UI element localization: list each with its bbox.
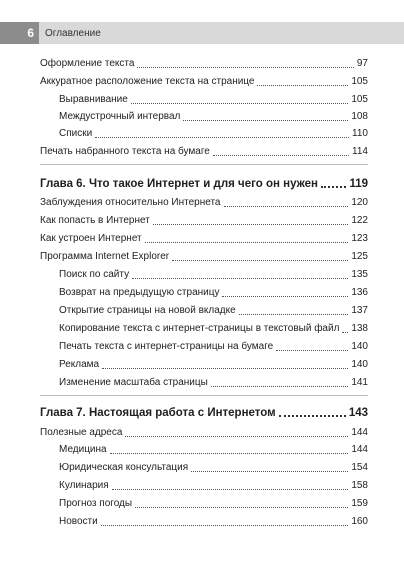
toc-subentry[interactable] <box>59 478 368 492</box>
toc-entry-page: 144 <box>351 444 368 455</box>
toc-entry-title: Аккуратное расположение текста на странице <box>40 76 255 87</box>
toc-entry-page: 160 <box>351 516 368 527</box>
dot-leader <box>145 242 349 243</box>
toc-entry-page: 97 <box>356 58 368 69</box>
toc-subentry[interactable] <box>59 303 368 317</box>
toc-subentry[interactable] <box>59 339 368 353</box>
dot-leader <box>125 436 348 437</box>
toc-entry-title: Возврат на предыдущую страницу <box>59 287 220 298</box>
toc-subentry[interactable] <box>59 375 368 389</box>
dot-leader <box>102 368 348 369</box>
toc-entry-title: Программа Internet Explorer <box>40 251 170 262</box>
toc-subentry[interactable] <box>59 267 368 281</box>
toc-entry[interactable] <box>40 74 368 88</box>
toc-entry-title: Выравнивание <box>59 94 128 105</box>
section-divider <box>40 164 368 165</box>
toc-entry-page: 122 <box>351 215 368 226</box>
toc-chapter[interactable] <box>40 175 368 191</box>
dot-leader <box>279 415 346 417</box>
toc-entry-page: 138 <box>351 323 368 334</box>
toc-entry-title: Прогноз погоды <box>59 498 133 509</box>
toc-entry-page: 114 <box>352 146 368 157</box>
dot-leader <box>110 453 349 454</box>
dot-leader <box>101 525 349 526</box>
toc-subentry[interactable] <box>59 126 368 140</box>
toc-entry-page: 158 <box>351 480 368 491</box>
toc-entry-title: Реклама <box>59 359 100 370</box>
toc-chapter-page: 119 <box>349 178 368 190</box>
toc-entry-title: Новости <box>59 516 98 527</box>
toc-entry-page: 135 <box>351 269 368 280</box>
toc-chapter-page: 143 <box>348 407 368 419</box>
toc-subentry[interactable] <box>59 442 368 456</box>
toc-subentry[interactable] <box>59 460 368 474</box>
running-header <box>0 22 404 44</box>
running-title: Оглавление <box>39 22 404 44</box>
toc-entry-page: 136 <box>351 287 368 298</box>
toc-entry-page: 137 <box>351 305 368 316</box>
dot-leader <box>172 260 348 261</box>
dot-leader <box>137 67 353 68</box>
toc-entry-title: Юридическая консультация <box>59 462 189 473</box>
toc-entry[interactable] <box>40 213 368 227</box>
toc-entry-page: 140 <box>351 341 368 352</box>
toc-entry-page: 110 <box>352 128 368 139</box>
toc-entry-title: Междустрочный интервал <box>59 111 181 122</box>
toc-entry-title: Кулинария <box>59 480 109 491</box>
toc-entry[interactable] <box>40 56 368 70</box>
toc-chapter-title: Глава 7. Настоящая работа с Интернетом <box>40 407 276 419</box>
toc-entry-title: Поиск по сайту <box>59 269 130 280</box>
dot-leader <box>239 314 349 315</box>
page-number: 6 <box>0 22 39 44</box>
toc-entry-title: Как попасть в Интернет <box>40 215 150 226</box>
toc-entry-title: Оформление текста <box>40 58 135 69</box>
toc-entry-page: 154 <box>351 462 368 473</box>
toc-entry-title: Медицина <box>59 444 107 455</box>
toc-subentry[interactable] <box>59 109 368 123</box>
section-divider <box>40 395 368 396</box>
toc-entry[interactable] <box>40 195 368 209</box>
toc-entry-page: 123 <box>351 233 368 244</box>
toc-subentry[interactable] <box>59 514 368 528</box>
dot-leader <box>135 507 348 508</box>
toc-entry-title: Заблуждения относительно Интернета <box>40 197 221 208</box>
toc-entry-page: 105 <box>351 94 368 105</box>
toc-entry-title: Печать набранного текста на бумаге <box>40 146 210 157</box>
dot-leader <box>224 206 349 207</box>
dot-leader <box>153 224 349 225</box>
toc-entry-title: Открытие страницы на новой вкладке <box>59 305 236 316</box>
dot-leader <box>95 137 349 138</box>
toc-entry[interactable] <box>40 231 368 245</box>
toc-entry-page: 105 <box>351 76 368 87</box>
toc-entry-page: 159 <box>351 498 368 509</box>
toc-entry-page: 141 <box>351 377 368 388</box>
toc-entry-title: Как устроен Интернет <box>40 233 142 244</box>
toc-subentry[interactable] <box>59 92 368 106</box>
dot-leader <box>112 489 349 490</box>
dot-leader <box>132 278 348 279</box>
toc-entry-page: 140 <box>351 359 368 370</box>
dot-leader <box>321 186 346 188</box>
toc-entry-page: 120 <box>351 197 368 208</box>
toc-entry[interactable] <box>40 425 368 439</box>
toc-entry-title: Изменение масштаба страницы <box>59 377 208 388</box>
toc-entry-page: 144 <box>351 427 368 438</box>
toc-subentry[interactable] <box>59 285 368 299</box>
dot-leader <box>342 332 348 333</box>
toc-entry-page: 108 <box>351 111 368 122</box>
toc-subentry[interactable] <box>59 496 368 510</box>
dot-leader <box>213 155 349 156</box>
toc-entry-page: 125 <box>351 251 368 262</box>
dot-leader <box>131 103 348 104</box>
toc-entry[interactable] <box>40 144 368 158</box>
toc-entry-title: Печать текста с интернет-страницы на бумаге <box>59 341 274 352</box>
dot-leader <box>183 120 348 121</box>
toc-entry[interactable] <box>40 249 368 263</box>
toc-subentry[interactable] <box>59 321 368 335</box>
toc-subentry[interactable] <box>59 357 368 371</box>
toc-entry-title: Полезные адреса <box>40 427 123 438</box>
dot-leader <box>276 350 348 351</box>
dot-leader <box>191 471 348 472</box>
toc-chapter-title: Глава 6. Что такое Интернет и для чего он нужен <box>40 178 318 190</box>
dot-leader <box>257 85 348 86</box>
toc-chapter[interactable] <box>40 404 368 420</box>
toc-entry-title: Копирование текста с интернет-страницы в текстовый файл <box>59 323 340 334</box>
dot-leader <box>211 386 349 387</box>
dot-leader <box>222 296 348 297</box>
toc-entry-title: Списки <box>59 128 93 139</box>
